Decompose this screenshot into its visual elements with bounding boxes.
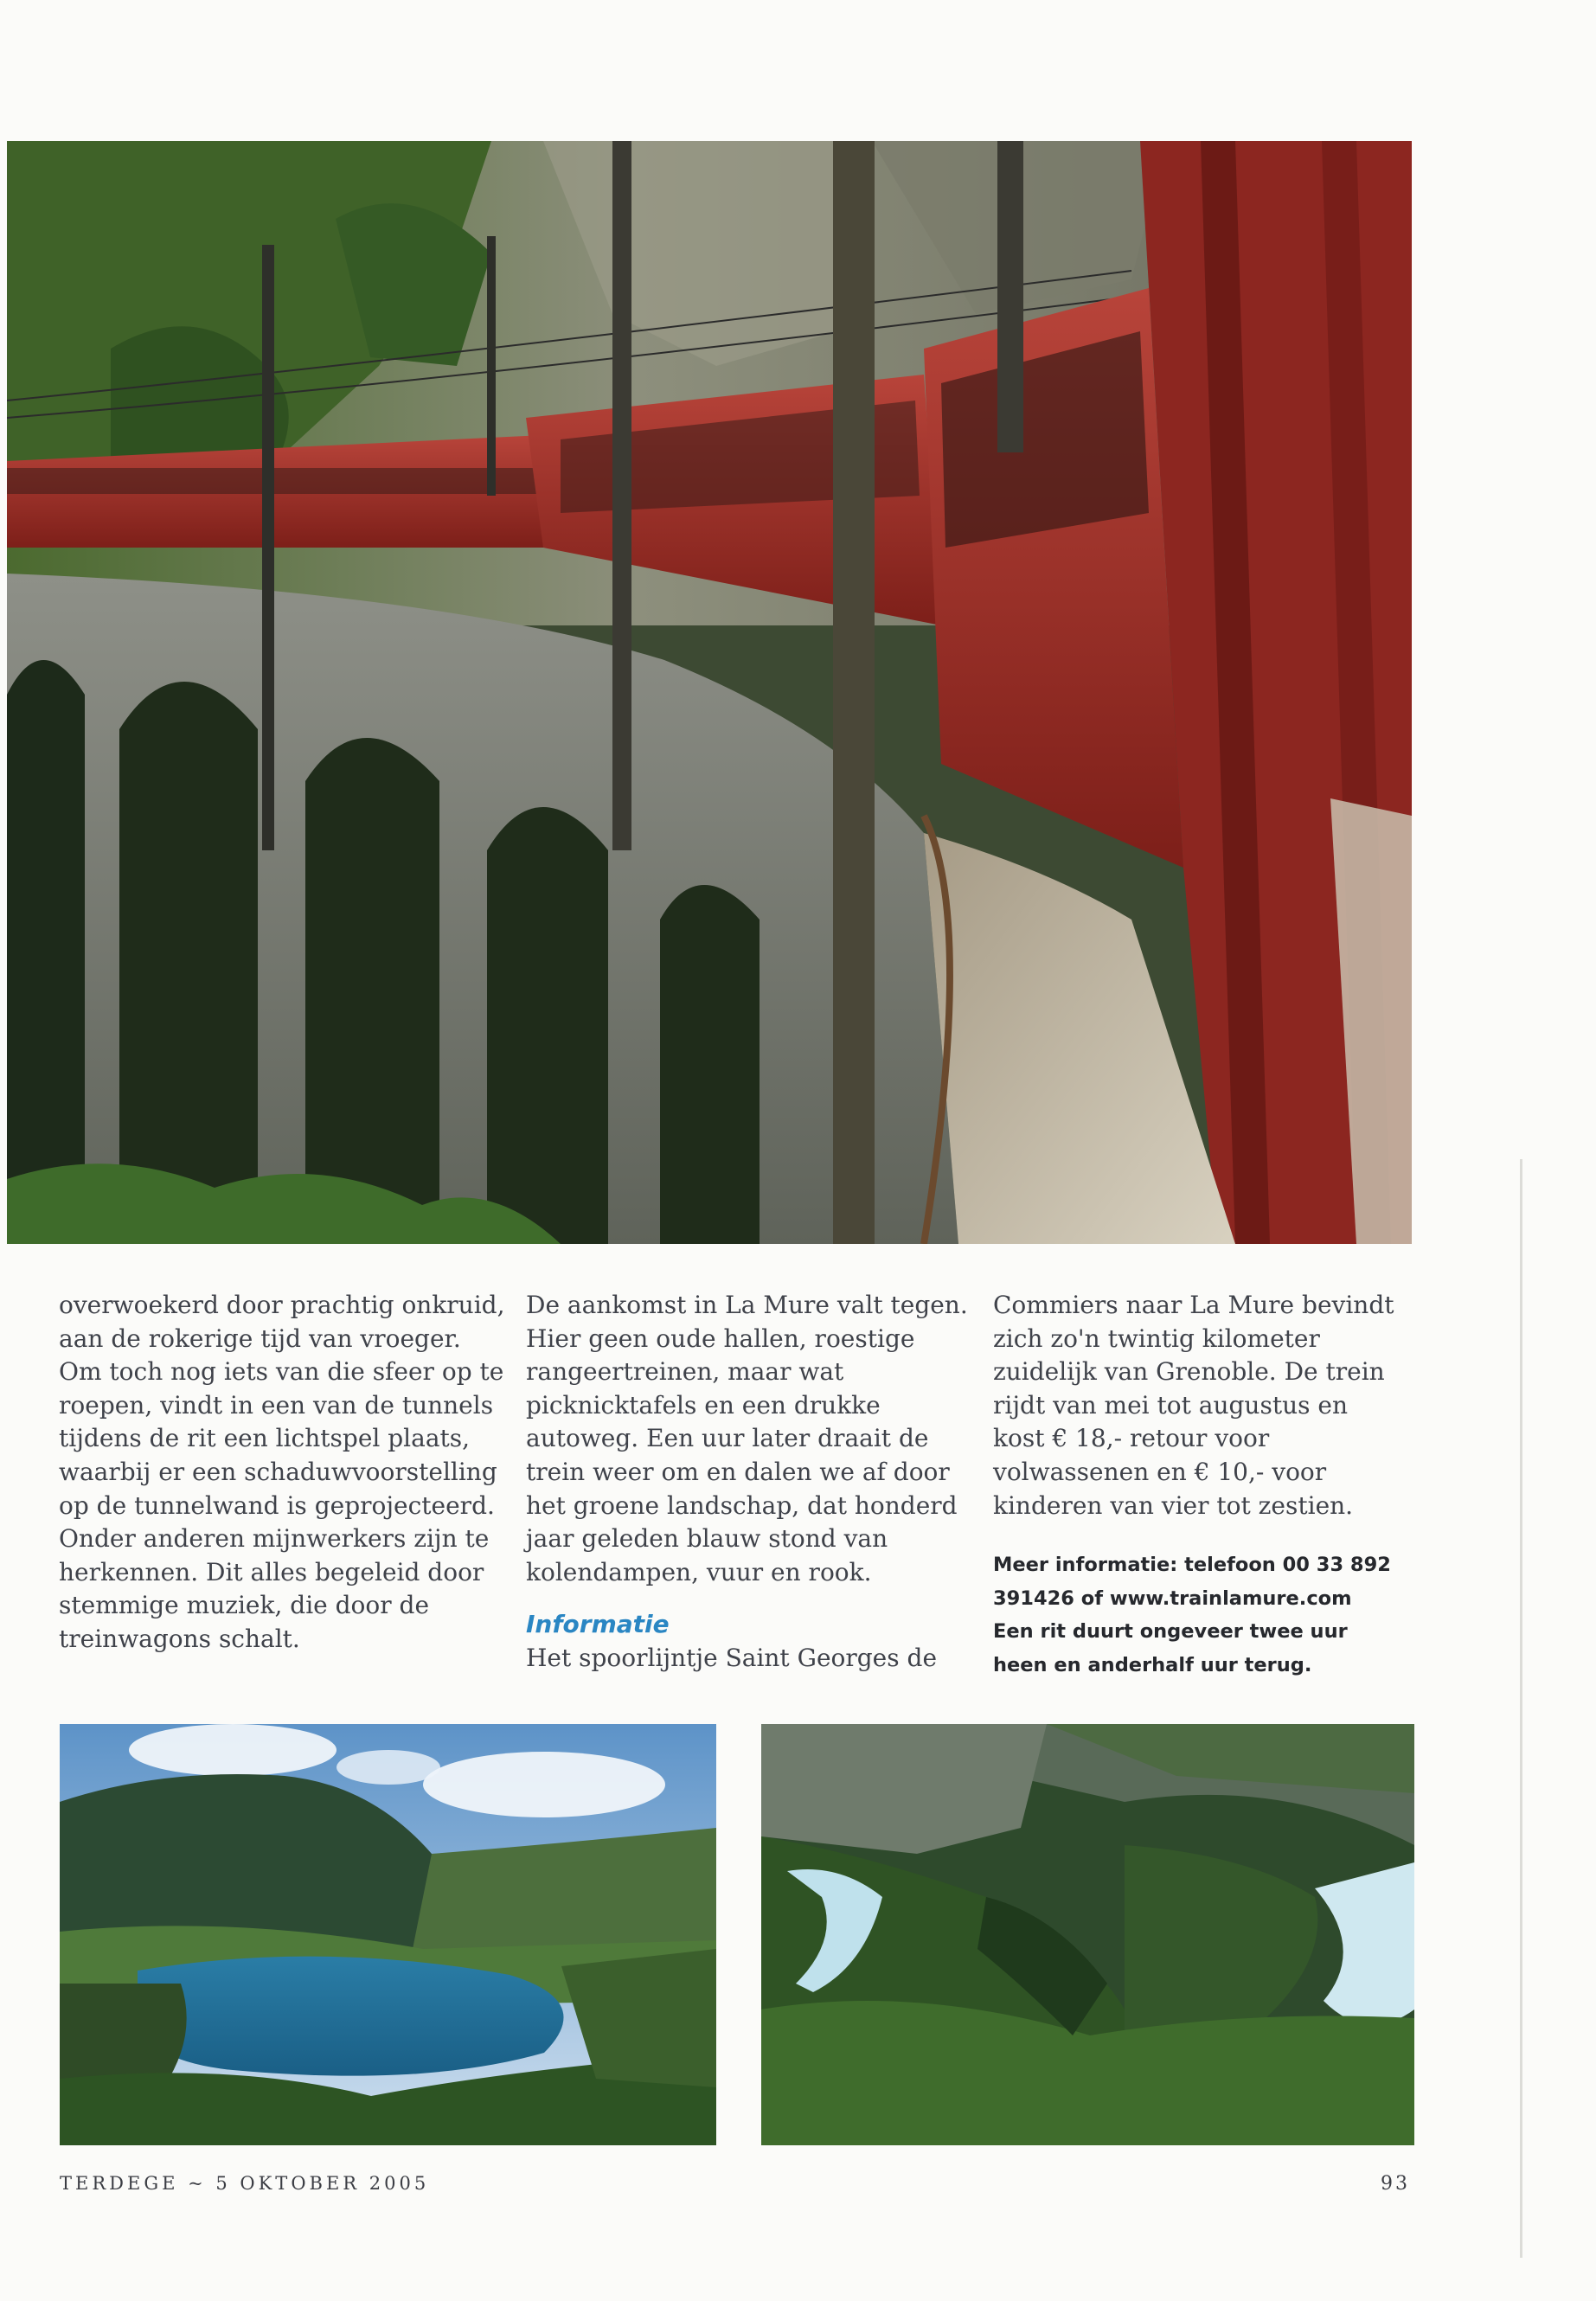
info-contact-line: Meer informatie: telefoon 00 33 892 391426 of www.trainlamure.com <box>993 1554 1391 1610</box>
info-box <box>993 1548 1400 1682</box>
article-column-2 <box>526 1289 976 1676</box>
page-number: 93 <box>1381 2173 1410 2195</box>
river-gorge-photo <box>761 1724 1414 2145</box>
column2-paragraph-2: Het spoorlijntje Saint Georges de <box>526 1643 938 1672</box>
information-subheading: Informatie <box>526 1610 670 1639</box>
column2-paragraph-1: De aankomst in La Mure valt tegen. Hier geen oude hallen, roestige rangeertreinen, maar wat picknicktafels en een drukke autoweg. Een uur later draait de trein weer om en dalen we af door het groene landschap, dat honderd jaar geleden blauw stond van kolendampen, vuur en rook. <box>526 1291 968 1586</box>
page-edge-rule <box>1520 1159 1522 2258</box>
column3-paragraph-1: Commiers naar La Mure bevindt zich zo'n twintig kilometer zuidelijk van Grenoble. De trein rijdt van mei tot augustus en kost € 18,- retour voor volwassenen en € 10,- voor kinderen van vier tot zestien. <box>993 1291 1394 1520</box>
train-on-viaduct-photo <box>7 141 1412 1244</box>
article-column-3 <box>993 1289 1400 1682</box>
column1-paragraph-1: overwoekerd door prachtig onkruid, aan de rokerige tijd van vroeger. <box>59 1291 505 1353</box>
mountain-lake-photo <box>60 1724 716 2145</box>
article-column-1 <box>59 1289 509 1657</box>
publication-footer: TERDEGE ~ 5 OKTOBER 2005 <box>60 2173 430 2194</box>
column1-paragraph-2: Om toch nog iets van die sfeer op te roepen, vindt in een van de tunnels tijdens de rit een lichtspel plaats, waarbij er een schaduwvoorstelling op de tunnelwand is geprojecteerd. Onder anderen mijnwerkers zijn te herkennen. Dit alles begeleid door stemmige muziek, die door de treinwagons schalt. <box>59 1357 504 1653</box>
info-duration-line: Een rit duurt ongeveer twee uur heen en anderhalf uur terug. <box>993 1620 1348 1676</box>
